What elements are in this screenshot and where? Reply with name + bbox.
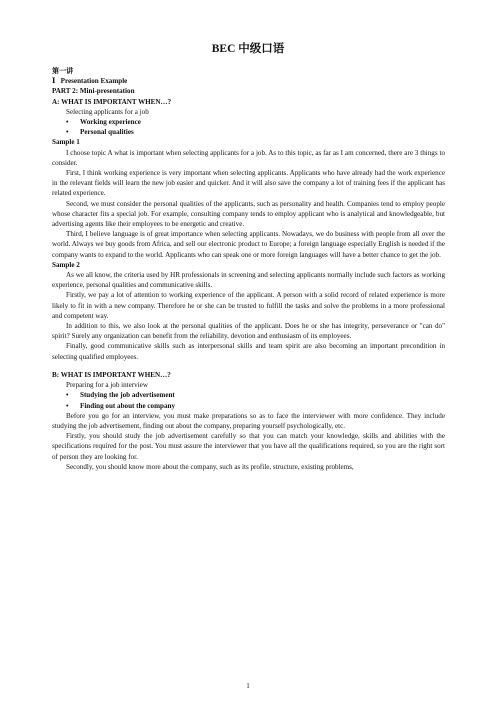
bullet-text: Finding out about the company	[80, 401, 175, 410]
paragraph: Firstly, you should study the job advertisement carefully so that you can match your knowledge, skills and abilities with the specifications required for the post. You must assure the interviewer that you have all the qualifications required, so you are the right sort of person they are looking for.	[52, 432, 445, 461]
topic-b-bullet	[52, 390, 445, 400]
bullet-text: Working experience	[80, 118, 141, 127]
sample-2-heading: Sample 2	[52, 260, 80, 269]
paragraph: First, I think working experience is very important when selecting applicants. Applicants who have already had the work experience in the relevant fields will learn the new job easier and quicker. And it will also save the company a lot of training fees if the applicant has related experience.	[52, 169, 445, 198]
bullet-text: Studying the job advertisement	[80, 391, 175, 400]
document-title: BEC 中级口语	[211, 43, 285, 55]
topic-b-bullet	[52, 401, 445, 411]
paragraph: Third, I believe language is of great importance when selecting applicants. Nowadays, we do business with people from all over the world. Always we buy goods from Africa, and sell our electronic product to Europe; a foreign language especially English is needed if the company wants to expand to the world. Applicants who can speak one or more foreign languages will have a better chance to get the job.	[52, 230, 445, 259]
bullet-text: Personal qualities	[80, 128, 134, 137]
topic-a-bullet	[52, 117, 445, 127]
topic-a-heading: A: WHAT IS IMPORTANT WHEN…?	[52, 97, 172, 106]
paragraph: I choose topic A what is important when selecting applicants for a job. As to this topic, as far as I am concerned, there are 3 things to consider.	[52, 148, 445, 167]
bullet-icon: •	[66, 401, 69, 410]
paragraph: Before you go for an interview, you must make preparations so as to face the interviewer with more confidence. They include studying the job advertisement, finding out about the company, preparing yourself psychologically, etc.	[52, 411, 445, 430]
paragraph: Firstly, we pay a lot of attention to working experience of the applicant. A person with a solid record of related experience is more likely to fit in with a new company. Therefore he or she can be trusted to fulfill the tasks and solve the problems in a more professional and competent way.	[52, 291, 445, 320]
topic-a-bullet	[52, 127, 445, 137]
document-body	[52, 66, 445, 472]
section-title: Presentation Example	[60, 77, 128, 86]
topic-a-subject: Selecting applicants for a job	[66, 107, 149, 116]
bullet-icon: •	[66, 391, 69, 400]
paragraph: Secondly, you should know more about the company, such as its profile, structure, existing problems,	[66, 462, 354, 471]
section-heading	[52, 76, 445, 86]
sample-1-heading: Sample 1	[52, 138, 80, 147]
paragraph: In addition to this, we also look at the personal qualities of the applicant. Does he or she has integrity, perseverance or "can do" spirit? Surely any organization can benefit from the reliability, devotion and enthusiasm of its employees.	[52, 322, 445, 341]
section-number: Ⅰ	[52, 77, 56, 86]
bullet-icon: •	[66, 128, 69, 137]
paragraph: Finally, good communicative skills such as interpersonal skills and team spirit are also becoming an important precondition in selecting qualified employees.	[52, 342, 445, 361]
bullet-icon: •	[66, 118, 69, 127]
lecture-heading: 第一讲	[52, 67, 74, 75]
paragraph: Second, we must consider the personal qualities of the applicants, such as personality and health. Companies tend to employ people whose character fits a special job. For example, consulting company tends to employ applicant who is analytical and knowledgeable, but advertising agents like their employees to be energetic and creative.	[52, 199, 445, 229]
page-number: 1	[246, 682, 250, 690]
section-gap	[52, 362, 445, 370]
paragraph: As we all know, the criteria used by HR professionals in screening and selecting applicants normally include such factors as working experience, personal qualities and communicative skills.	[52, 271, 445, 290]
topic-b-heading: B: WHAT IS IMPORTANT WHEN…?	[52, 370, 171, 379]
part-heading: PART 2: Mini-presentation	[52, 87, 135, 96]
topic-b-subject: Preparing for a job interview	[66, 381, 148, 390]
